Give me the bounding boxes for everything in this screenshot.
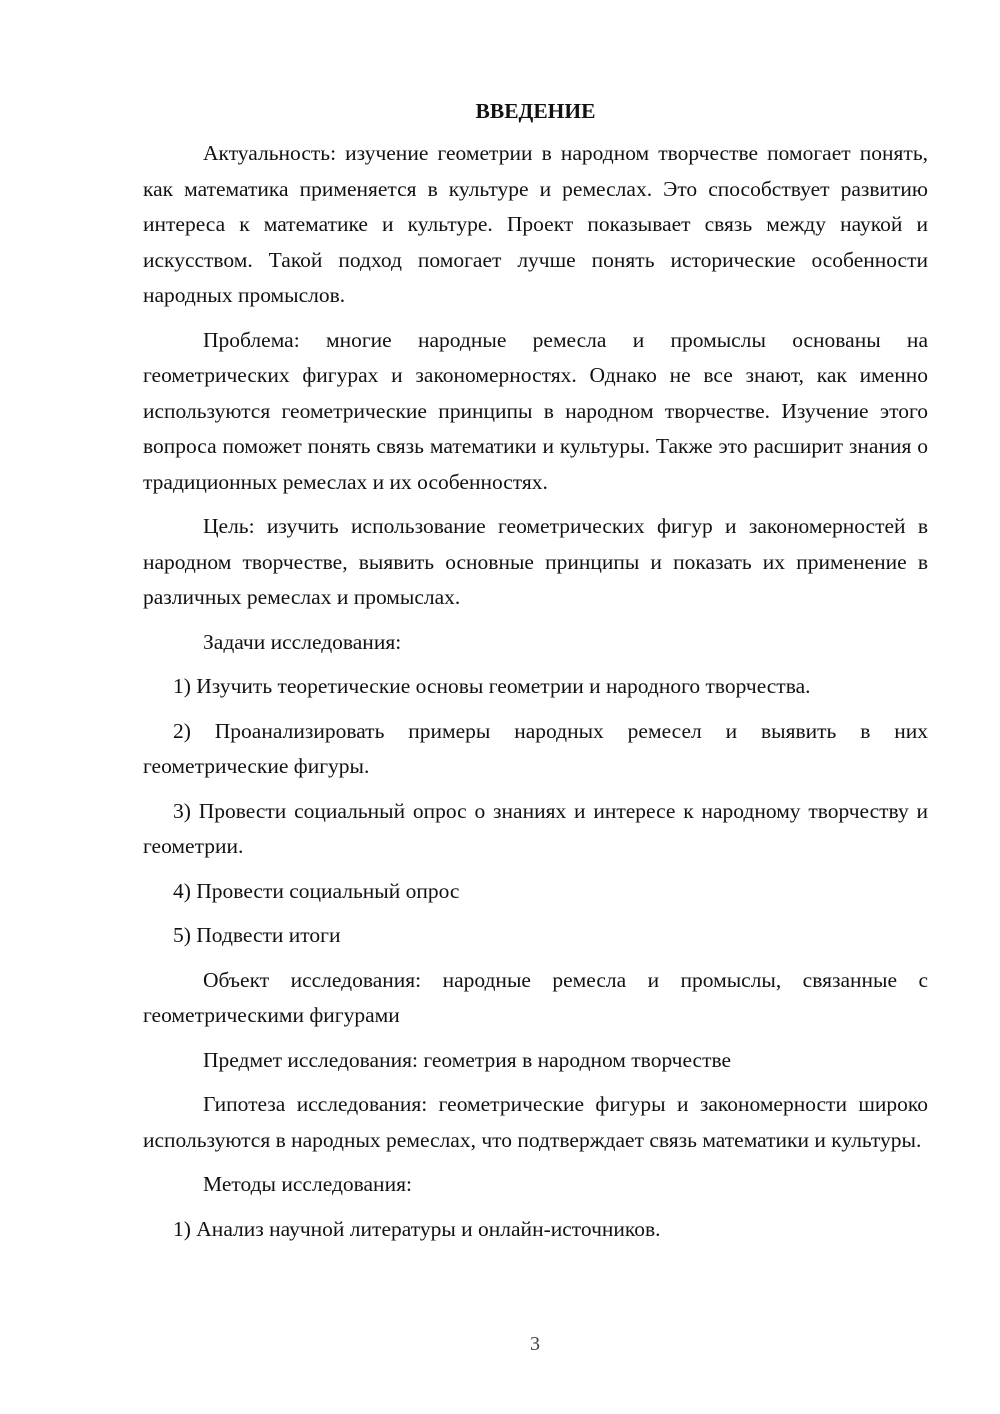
task-item-4: 4) Провести социальный опрос xyxy=(173,878,460,903)
relevance-paragraph: Актуальность: изучение геометрии в народном творчестве помогает понять, как математика применяется в культуре и ремеслах. Это способствует развитию интереса к математике и культуре. Проект показывает связь между наукой и искусством. Такой подход помогает лучше понять исторические особенности народных промыслов. xyxy=(143,141,928,307)
document-page xyxy=(143,92,928,1256)
task-item-5: 5) Подвести итоги xyxy=(173,923,341,947)
methods-heading: Методы исследования: xyxy=(203,1172,412,1196)
page-number: 3 xyxy=(530,1333,540,1355)
problem-paragraph: Проблема: многие народные ремесла и промыслы основаны на геометрических фигурах и закономерностях. Однако не все знают, как именно используются геометрические принципы в народном творчестве. Изучение этого вопроса поможет понять связь математики и культуры. Также это расширит знания о традиционных ремеслах и их особенностях. xyxy=(143,327,928,494)
tasks-heading: Задачи исследования: xyxy=(203,629,402,654)
method-item-1: 1) Анализ научной литературы и онлайн-источников. xyxy=(173,1216,661,1241)
hypothesis-paragraph: Гипотеза исследования: геометрические фигуры и закономерности широко используются в народных ремеслах, что подтверждает связь математики и культуры. xyxy=(143,1092,928,1152)
subject-paragraph: Предмет исследования: геометрия в народном творчестве xyxy=(203,1047,732,1072)
object-paragraph: Объект исследования: народные ремесла и промыслы, связанные с геометрическими фигурами xyxy=(143,967,928,1027)
section-title: ВВЕДЕНИЕ xyxy=(475,99,596,123)
task-item-2: 2) Проанализировать примеры народных ремесел и выявить в них геометрические фигуры. xyxy=(143,718,928,778)
task-item-1: 1) Изучить теоретические основы геометрии и народного творчества. xyxy=(173,674,811,698)
goal-paragraph: Цель: изучить использование геометрических фигур и закономерностей в народном творчестве, выявить основные принципы и показать их применение в различных ремеслах и промыслах. xyxy=(143,514,928,609)
task-item-3: 3) Провести социальный опрос о знаниях и интересе к народному творчеству и геометрии. xyxy=(143,798,928,858)
